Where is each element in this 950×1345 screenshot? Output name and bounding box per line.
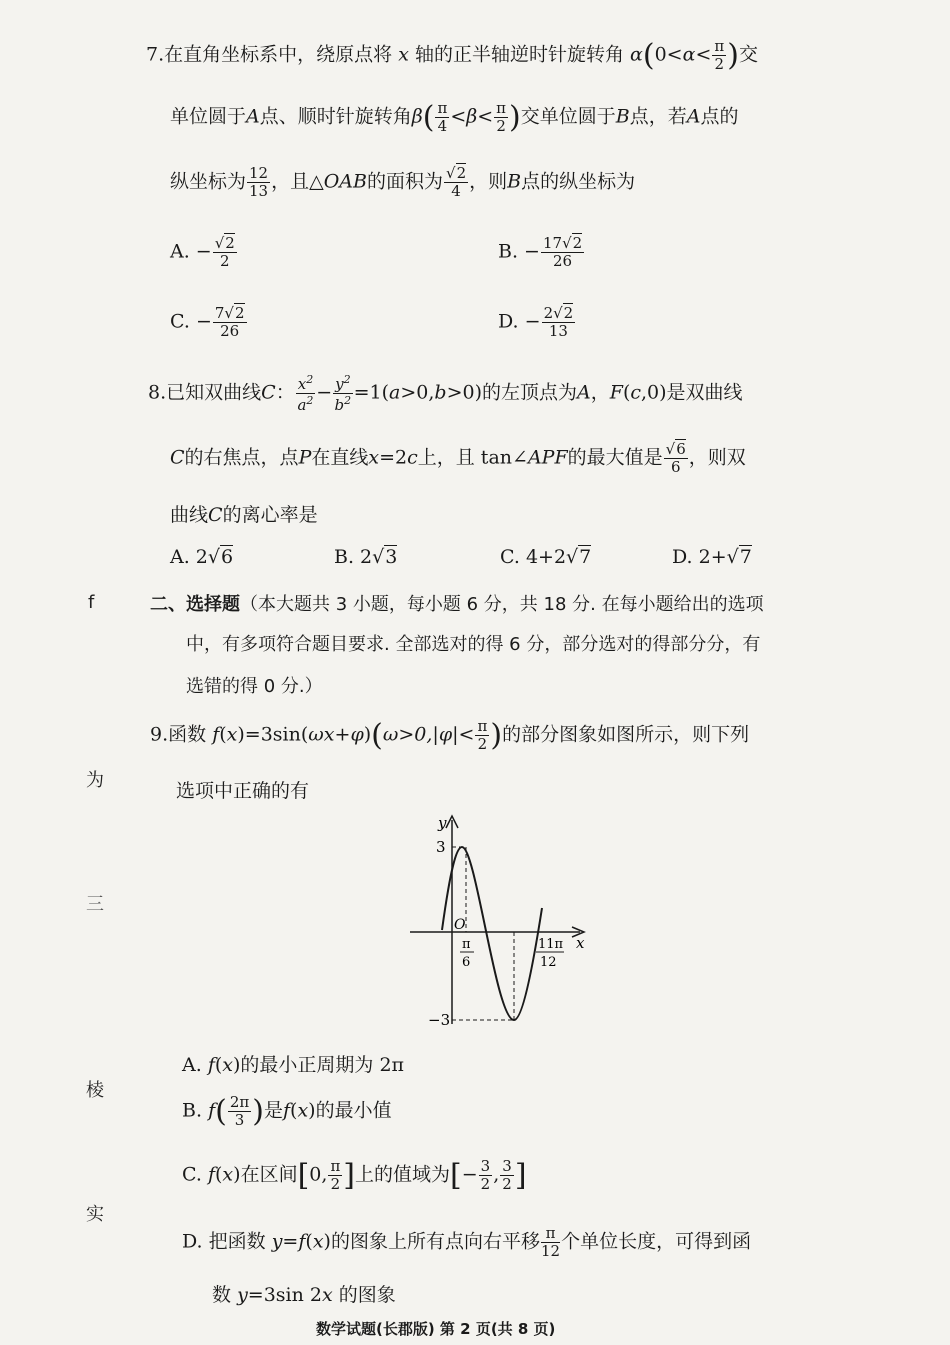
margin-mark-1: f: [88, 592, 95, 613]
graph-y-bottom: −3: [428, 1011, 451, 1029]
margin-mark-5: 实: [86, 1204, 104, 1225]
q7-line1: 7.在直角坐标系中，绕原点将 x 轴的正半轴逆时针旋转角 α(0<α< $\frac{\pi}{2}$ )交: [146, 37, 758, 73]
q9-graph: [400, 812, 600, 1032]
q9-line2: 选项中正确的有: [176, 780, 310, 802]
graph-y-top: 3: [436, 838, 446, 856]
sine-curve: [442, 847, 542, 1020]
section2-line3: 选错的得 0 分.）: [186, 676, 323, 697]
q7-option-b: B. − $\frac{17√2}{26}$: [498, 234, 583, 270]
section2-title: 二、选择题: [150, 594, 240, 615]
graph-tick1-num: π: [462, 937, 471, 952]
graph-tick2-num: 11π: [538, 937, 564, 952]
q8-line3: 曲线C的离心率是: [170, 504, 318, 526]
margin-mark-4: 棱: [86, 1080, 104, 1101]
q7-option-d: D. − $\frac{2√2}{13}$: [498, 304, 574, 340]
margin-mark-2: 为: [86, 770, 104, 791]
q9-option-c: C. f(x)在区间[0, $\frac{\pi}{2}$ ]上的值域为[− $\frac{3}{2}$ , $\frac{3}{2}$ ]: [182, 1157, 527, 1193]
margin-mark-3: 三: [86, 894, 104, 915]
graph-tick1-den: 6: [462, 955, 471, 970]
q7-number: 7.: [146, 43, 165, 66]
q7-option-a: A. − $\frac{√2}{2}$: [170, 234, 235, 270]
q8-option-c: C. 4+2√7: [500, 546, 592, 568]
q8-line1: 8.已知双曲线C： $\frac{x^2}{a^2}$ − $\frac{y^2}{b^2}$ =1(a>0,b>0)的左顶点为A，F(c,0)是双曲线: [148, 373, 743, 414]
section2-line1: 二、选择题（本大题共 3 小题，每小题 6 分，共 18 分. 在每小题给出的选项: [150, 594, 764, 615]
q9-option-b: B. f( $\frac{2\pi}{3}$ )是f(x)的最小值: [182, 1093, 392, 1129]
q9-option-d-line2: 数 y=3sin 2x 的图象: [212, 1284, 396, 1306]
graph-x-label: x: [576, 934, 585, 952]
q7-line3: 纵坐标为 $\frac{12}{13}$ ，且△OAB的面积为 $\frac{√2}{4}$ ，则B点的纵坐标为: [170, 164, 636, 200]
q8-option-a: A. 2√6: [170, 546, 234, 568]
graph-y-label: y: [438, 814, 447, 832]
q8-option-d: D. 2+√7: [672, 546, 752, 568]
q9-option-a: A. f(x)的最小正周期为 2π: [182, 1054, 405, 1076]
graph-origin: O: [454, 917, 466, 933]
q7-option-c: C. − $\frac{7√2}{26}$: [170, 304, 245, 340]
q8-option-b: B. 2√3: [334, 546, 398, 568]
q9-line1: 9.函数 f(x)=3sin(ωx+φ)(ω>0,|φ|< $\frac{\pi}{2}$ )的部分图象如图所示，则下列: [150, 717, 750, 753]
q8-line2: C的右焦点，点P在直线x=2c上，且 tan∠APF的最大值是 $\frac{√6}{6}$ ，则双: [170, 440, 746, 476]
graph-tick2-den: 12: [540, 955, 557, 970]
q7-line2: 单位圆于A点、顺时针旋转角β( $\frac{\pi}{4}$ <β< $\frac{\pi}{2}$ )交单位圆于B点，若A点的: [170, 99, 739, 135]
page-footer: 数学试题(长郡版) 第 2 页(共 8 页): [316, 1320, 556, 1338]
section2-line2: 中，有多项符合题目要求. 全部选对的得 6 分，部分选对的得部分分，有: [186, 634, 761, 655]
q9-option-d: D. 把函数 y=f(x)的图象上所有点向右平移 $\frac{\pi}{12}$ 个单位长度，可得到函: [182, 1224, 752, 1260]
